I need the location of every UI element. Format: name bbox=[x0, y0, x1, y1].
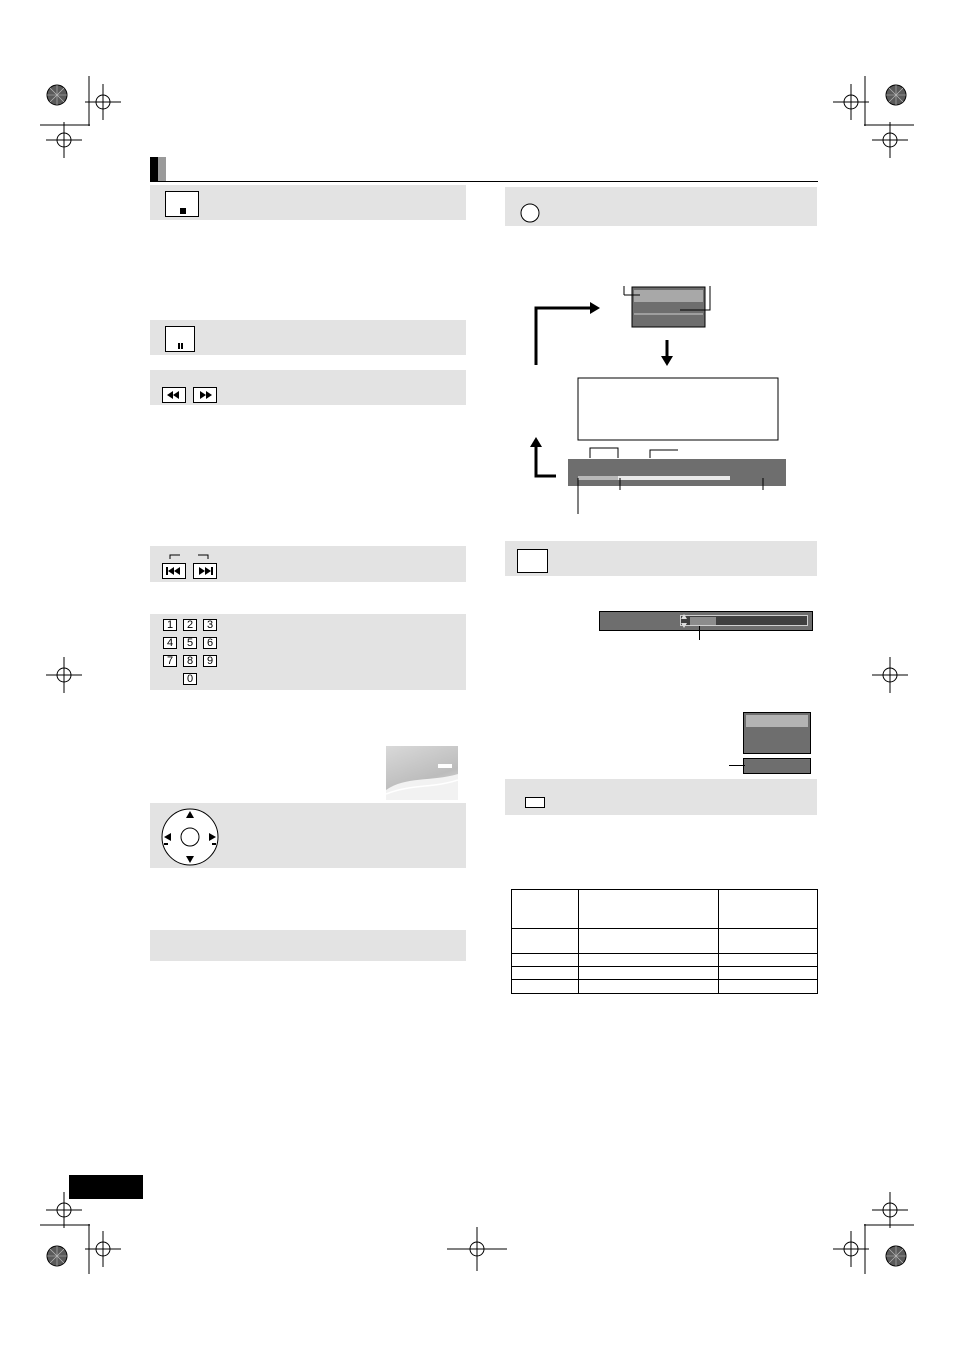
audio-section-bar bbox=[505, 541, 817, 576]
table-cell bbox=[579, 967, 719, 980]
table-cell bbox=[579, 980, 719, 994]
num-key-7[interactable]: 7 bbox=[163, 655, 177, 667]
table-row bbox=[512, 967, 818, 980]
table-cell bbox=[719, 980, 818, 994]
table-row bbox=[512, 929, 818, 954]
reference-table bbox=[511, 889, 818, 994]
rewind-button[interactable] bbox=[162, 387, 186, 403]
table-cell bbox=[512, 967, 579, 980]
rewind-icon bbox=[163, 388, 185, 402]
table-cell bbox=[719, 890, 818, 929]
skip-forward-button[interactable] bbox=[193, 563, 217, 579]
bluray-thumbnail bbox=[386, 746, 458, 800]
num-key-9[interactable]: 9 bbox=[203, 655, 217, 667]
stop-button[interactable] bbox=[165, 191, 199, 217]
num-key-2[interactable]: 2 bbox=[183, 619, 197, 631]
table-cell bbox=[719, 967, 818, 980]
popup-osd-footer bbox=[743, 758, 811, 774]
num-key-6[interactable]: 6 bbox=[203, 637, 217, 649]
skip-bracket-marks bbox=[168, 553, 228, 563]
empty-section-bar bbox=[150, 930, 466, 961]
stop-icon bbox=[180, 208, 186, 214]
small-key-button[interactable] bbox=[525, 797, 545, 808]
num-key-0[interactable]: 0 bbox=[183, 673, 197, 685]
table-row bbox=[512, 954, 818, 967]
cursor-pad-icon[interactable] bbox=[160, 807, 220, 867]
skip-forward-icon bbox=[194, 564, 216, 578]
subtitle-section-bar bbox=[505, 779, 817, 815]
num-key-8[interactable]: 8 bbox=[183, 655, 197, 667]
table-cell bbox=[579, 929, 719, 954]
section-heading-marker-gray bbox=[158, 157, 166, 181]
table-cell bbox=[512, 929, 579, 954]
pause-section-bar bbox=[150, 320, 466, 355]
page-number-tab bbox=[69, 1175, 143, 1199]
table-cell bbox=[719, 929, 818, 954]
popup-osd-highlight bbox=[746, 715, 808, 727]
skip-back-icon bbox=[163, 564, 185, 578]
table-cell bbox=[579, 890, 719, 929]
audio-osd-selected bbox=[690, 617, 716, 625]
audio-osd-callout bbox=[699, 626, 700, 640]
table-cell bbox=[579, 954, 719, 967]
num-key-1[interactable]: 1 bbox=[163, 619, 177, 631]
num-key-4[interactable]: 4 bbox=[163, 637, 177, 649]
bluray-swoosh bbox=[386, 746, 458, 800]
audio-osd-updown-icon bbox=[680, 613, 690, 629]
pause-button[interactable] bbox=[165, 326, 195, 352]
table-row bbox=[512, 890, 818, 929]
fast-forward-button[interactable] bbox=[193, 387, 217, 403]
audio-button[interactable] bbox=[517, 549, 548, 573]
table-cell bbox=[512, 954, 579, 967]
section-heading-marker bbox=[150, 157, 158, 181]
numeric-section-bar bbox=[150, 614, 466, 690]
num-key-3[interactable]: 3 bbox=[203, 619, 217, 631]
table-cell bbox=[512, 980, 579, 994]
table-cell bbox=[719, 954, 818, 967]
pause-icon bbox=[178, 343, 180, 349]
popup-osd-callout bbox=[729, 765, 745, 766]
fast-forward-icon bbox=[194, 388, 216, 402]
osd-flow-diagram bbox=[520, 280, 820, 540]
table-cell bbox=[512, 890, 579, 929]
display-section-bar bbox=[505, 187, 817, 226]
skip-back-button[interactable] bbox=[162, 563, 186, 579]
section-heading-rule bbox=[150, 181, 818, 182]
audio-osd-strip bbox=[599, 611, 813, 631]
popup-osd bbox=[743, 712, 811, 754]
table-row bbox=[512, 980, 818, 994]
num-key-5[interactable]: 5 bbox=[183, 637, 197, 649]
display-button-circle[interactable] bbox=[520, 203, 542, 225]
